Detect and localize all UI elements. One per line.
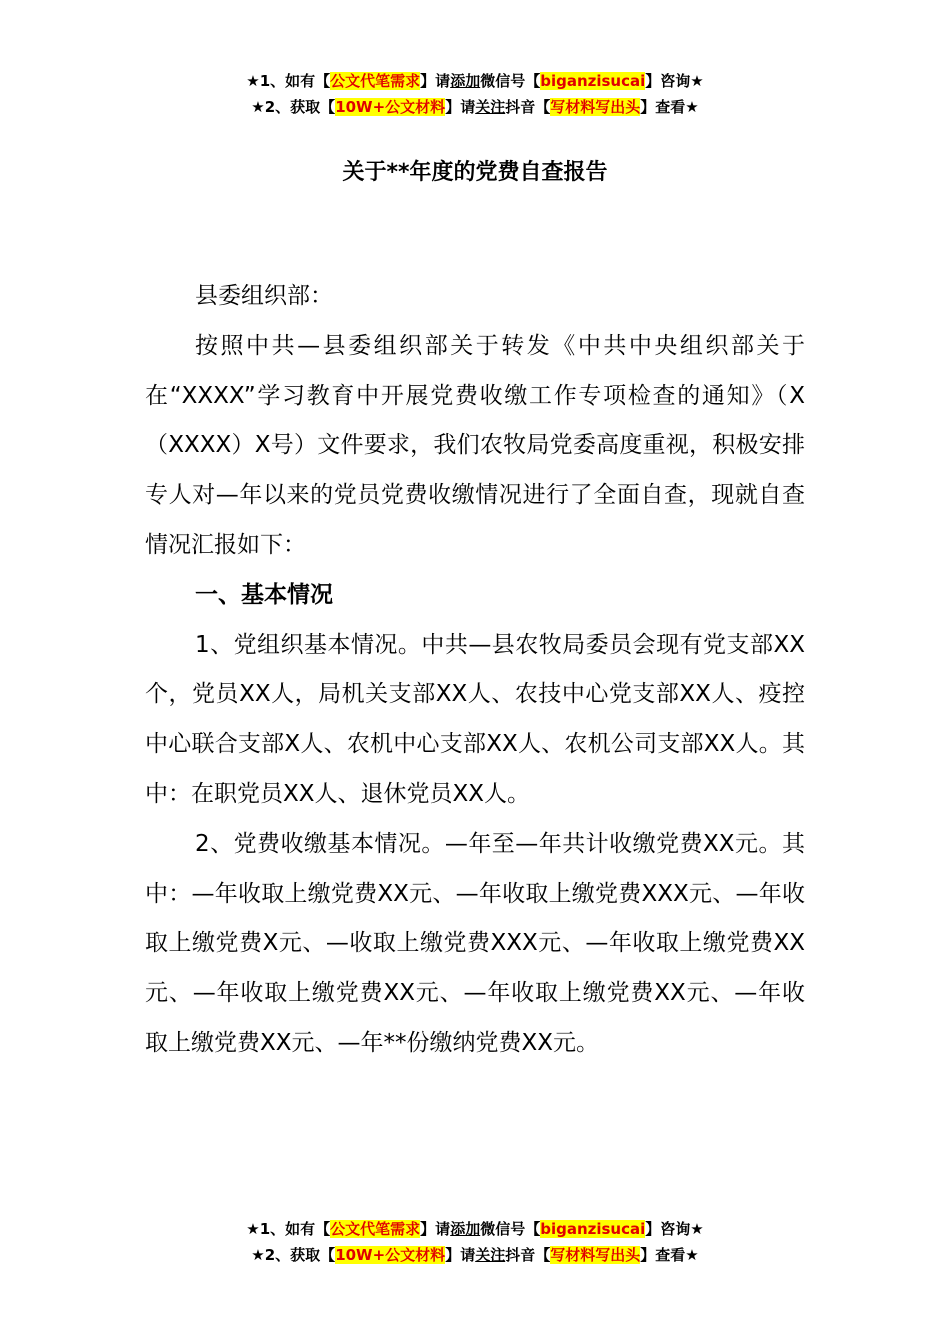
banner-text: 】请 bbox=[420, 72, 451, 90]
banner-text: 抖音【 bbox=[505, 1246, 551, 1264]
banner-highlight: 写材料写出头 bbox=[550, 1246, 641, 1264]
intro-paragraph: 按照中共—县委组织部关于转发《中共中央组织部关于在“XXXX”学习教育中开展党费收缴工作专项检查的通知》（X（XXXX）X号）文件要求，我们农牧局党委高度重视，积极安排专人对—年以来的党员党费收缴情况进行了全面自查，现就自查情况汇报如下： bbox=[145, 332, 805, 558]
banner-line-1 bbox=[0, 1216, 950, 1242]
banner-highlight: 写材料写出头 bbox=[550, 98, 641, 116]
banner-text: ★1、如有【 bbox=[246, 1220, 331, 1238]
document-title: 关于**年度的党费自查报告 bbox=[342, 160, 608, 185]
body-paragraph: 2、党费收缴基本情况。—年至—年共计收缴党费XX元。其中：—年收取上缴党费XX元、—年收取上缴党费XXX元、—年收取上缴党费X元、—收取上缴党费XXX元、—年收取上缴党费XX元、—年收取上缴党费XX元、—年收取上缴党费XX元、—年收取上缴党费XX元、—年**份缴纳党费XX元。 bbox=[145, 830, 805, 1056]
banner-text: ★2、获取【 bbox=[251, 1246, 336, 1264]
banner-text: 】请 bbox=[420, 1220, 451, 1238]
banner-text: 】查看★ bbox=[640, 98, 699, 116]
banner-text: 抖音【 bbox=[505, 98, 551, 116]
banner-text: 】咨询★ bbox=[645, 72, 704, 90]
banner-text: 】咨询★ bbox=[645, 1220, 704, 1238]
body-paragraph: 1、党组织基本情况。中共—县农牧局委员会现有党支部XX个，党员XX人，局机关支部XX人、农技中心党支部XX人、疫控中心联合支部X人、农机中心支部XX人、农机公司支部XX人。其中：在职党员XX人、退休党员XX人。 bbox=[145, 631, 805, 807]
salutation: 县委组织部： bbox=[195, 283, 333, 309]
section-heading: 一、基本情况 bbox=[195, 581, 333, 608]
top-banner bbox=[0, 68, 950, 120]
banner-underlined-text: 关注 bbox=[475, 98, 506, 116]
banner-text: 微信号【 bbox=[480, 1220, 541, 1238]
banner-line-2 bbox=[0, 94, 950, 120]
banner-text: ★2、获取【 bbox=[251, 98, 336, 116]
banner-highlight: 公文代笔需求 bbox=[330, 72, 421, 90]
banner-highlight: 10W+公文材料 bbox=[335, 98, 446, 116]
document-body bbox=[145, 272, 805, 1069]
banner-line-1 bbox=[0, 68, 950, 94]
banner-underlined-text: 添加 bbox=[450, 1220, 481, 1238]
banner-text: 】请 bbox=[445, 1246, 476, 1264]
banner-underlined-text: 关注 bbox=[475, 1246, 506, 1264]
banner-underlined-text: 添加 bbox=[450, 72, 481, 90]
banner-highlight: 10W+公文材料 bbox=[335, 1246, 446, 1264]
banner-text: 】查看★ bbox=[640, 1246, 699, 1264]
bottom-banner bbox=[0, 1216, 950, 1268]
banner-text: ★1、如有【 bbox=[246, 72, 331, 90]
banner-line-2 bbox=[0, 1242, 950, 1268]
banner-text: 微信号【 bbox=[480, 72, 541, 90]
banner-highlight: biganzisucai bbox=[540, 1220, 646, 1238]
banner-text: 】请 bbox=[445, 98, 476, 116]
banner-highlight: 公文代笔需求 bbox=[330, 1220, 421, 1238]
banner-highlight: biganzisucai bbox=[540, 72, 646, 90]
